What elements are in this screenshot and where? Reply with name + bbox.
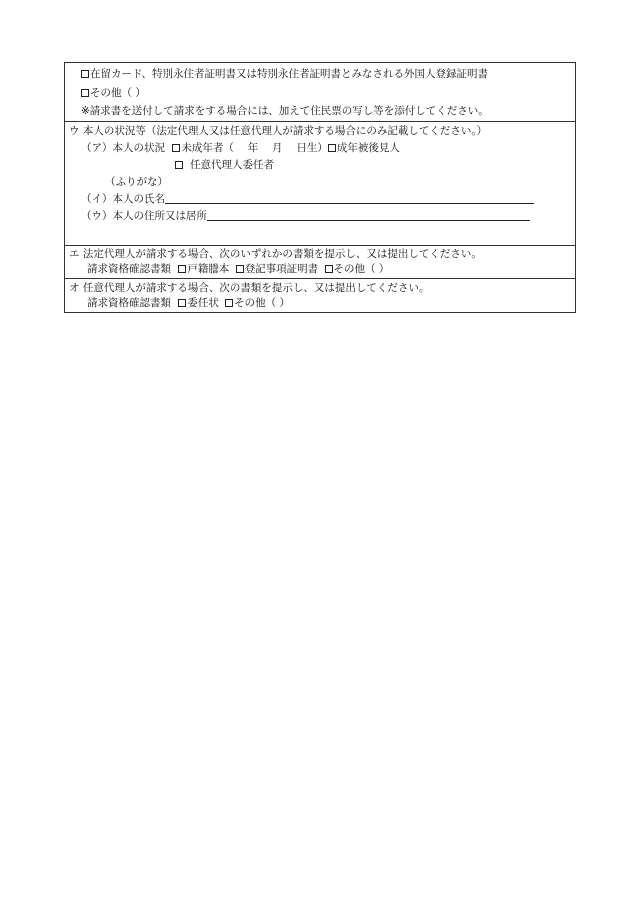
label-legal-docs: 請求資格確認書類 <box>87 263 171 275</box>
note-mail-request: ※請求書を送付して請求をする場合には、加えて住民票の写し等を添付してください。 <box>81 105 489 117</box>
label-minor: 未成年者（ 年 月 日生） <box>181 142 328 154</box>
checkbox-other-document[interactable] <box>81 89 89 97</box>
label-voluntary-docs: 請求資格確認書類 <box>87 297 171 309</box>
section-identity-documents <box>65 63 575 121</box>
row-principal-address <box>81 210 530 223</box>
row-voluntary-docs <box>87 297 290 310</box>
label-voluntary-other: その他（ ） <box>234 297 291 309</box>
section-voluntary-representative <box>65 278 575 312</box>
row-principal-status <box>81 142 400 155</box>
field-principal-name[interactable] <box>165 193 534 204</box>
label-principal-name: （イ）本人の氏名 <box>81 193 165 205</box>
field-principal-address[interactable] <box>207 210 530 221</box>
label-power-of-attorney: 委任状 <box>187 297 219 309</box>
section-legal-representative <box>65 245 575 278</box>
checkbox-legal-other[interactable] <box>325 265 333 273</box>
checkbox-voluntary-other[interactable] <box>225 299 233 307</box>
row-voluntary-principal <box>175 159 274 172</box>
checkbox-family-register[interactable] <box>178 265 186 273</box>
request-form-table <box>64 62 576 313</box>
label-principal-address: （ウ）本人の住所又は居所 <box>81 210 207 222</box>
row-principal-name <box>81 193 534 206</box>
checkbox-voluntary-principal[interactable] <box>175 161 183 169</box>
section-principal-status <box>65 121 575 245</box>
label-furigana: （ふりがな） <box>105 176 168 188</box>
checkbox-adult-ward[interactable] <box>328 144 336 152</box>
label-registry-certificate: 登記事項証明書 <box>244 263 319 275</box>
row-legal-docs <box>87 263 389 276</box>
row-residence-card <box>81 68 488 81</box>
label-legal-other: その他（ ） <box>333 263 390 275</box>
checkbox-minor[interactable] <box>172 144 180 152</box>
checkbox-power-of-attorney[interactable] <box>178 299 186 307</box>
label-adult-ward: 成年被後見人 <box>336 142 400 154</box>
label-family-register: 戸籍謄本 <box>187 263 230 275</box>
label-residence-card: 在留カード、特別永住者証明書又は特別永住者証明書とみなされる外国人登録証明書 <box>90 68 489 80</box>
label-other-document: その他（ ） <box>90 87 146 99</box>
heading-legal-representative: エ 法定代理人が請求する場合、次のいずれかの書類を提示し、又は提出してください。 <box>69 248 482 260</box>
heading-voluntary-representative: オ 任意代理人が請求する場合、次の書類を提示し、又は提出してください。 <box>69 282 430 294</box>
label-principal-status: （ア）本人の状況 <box>81 142 165 154</box>
heading-principal-status: ウ 本人の状況等（法定代理人又は任意代理人が請求する場合にのみ記載してください。） <box>69 125 488 137</box>
row-other-document <box>81 87 146 100</box>
label-voluntary-principal: 任意代理人委任者 <box>190 159 274 171</box>
checkbox-residence-card[interactable] <box>81 70 89 78</box>
checkbox-registry-certificate[interactable] <box>236 265 244 273</box>
